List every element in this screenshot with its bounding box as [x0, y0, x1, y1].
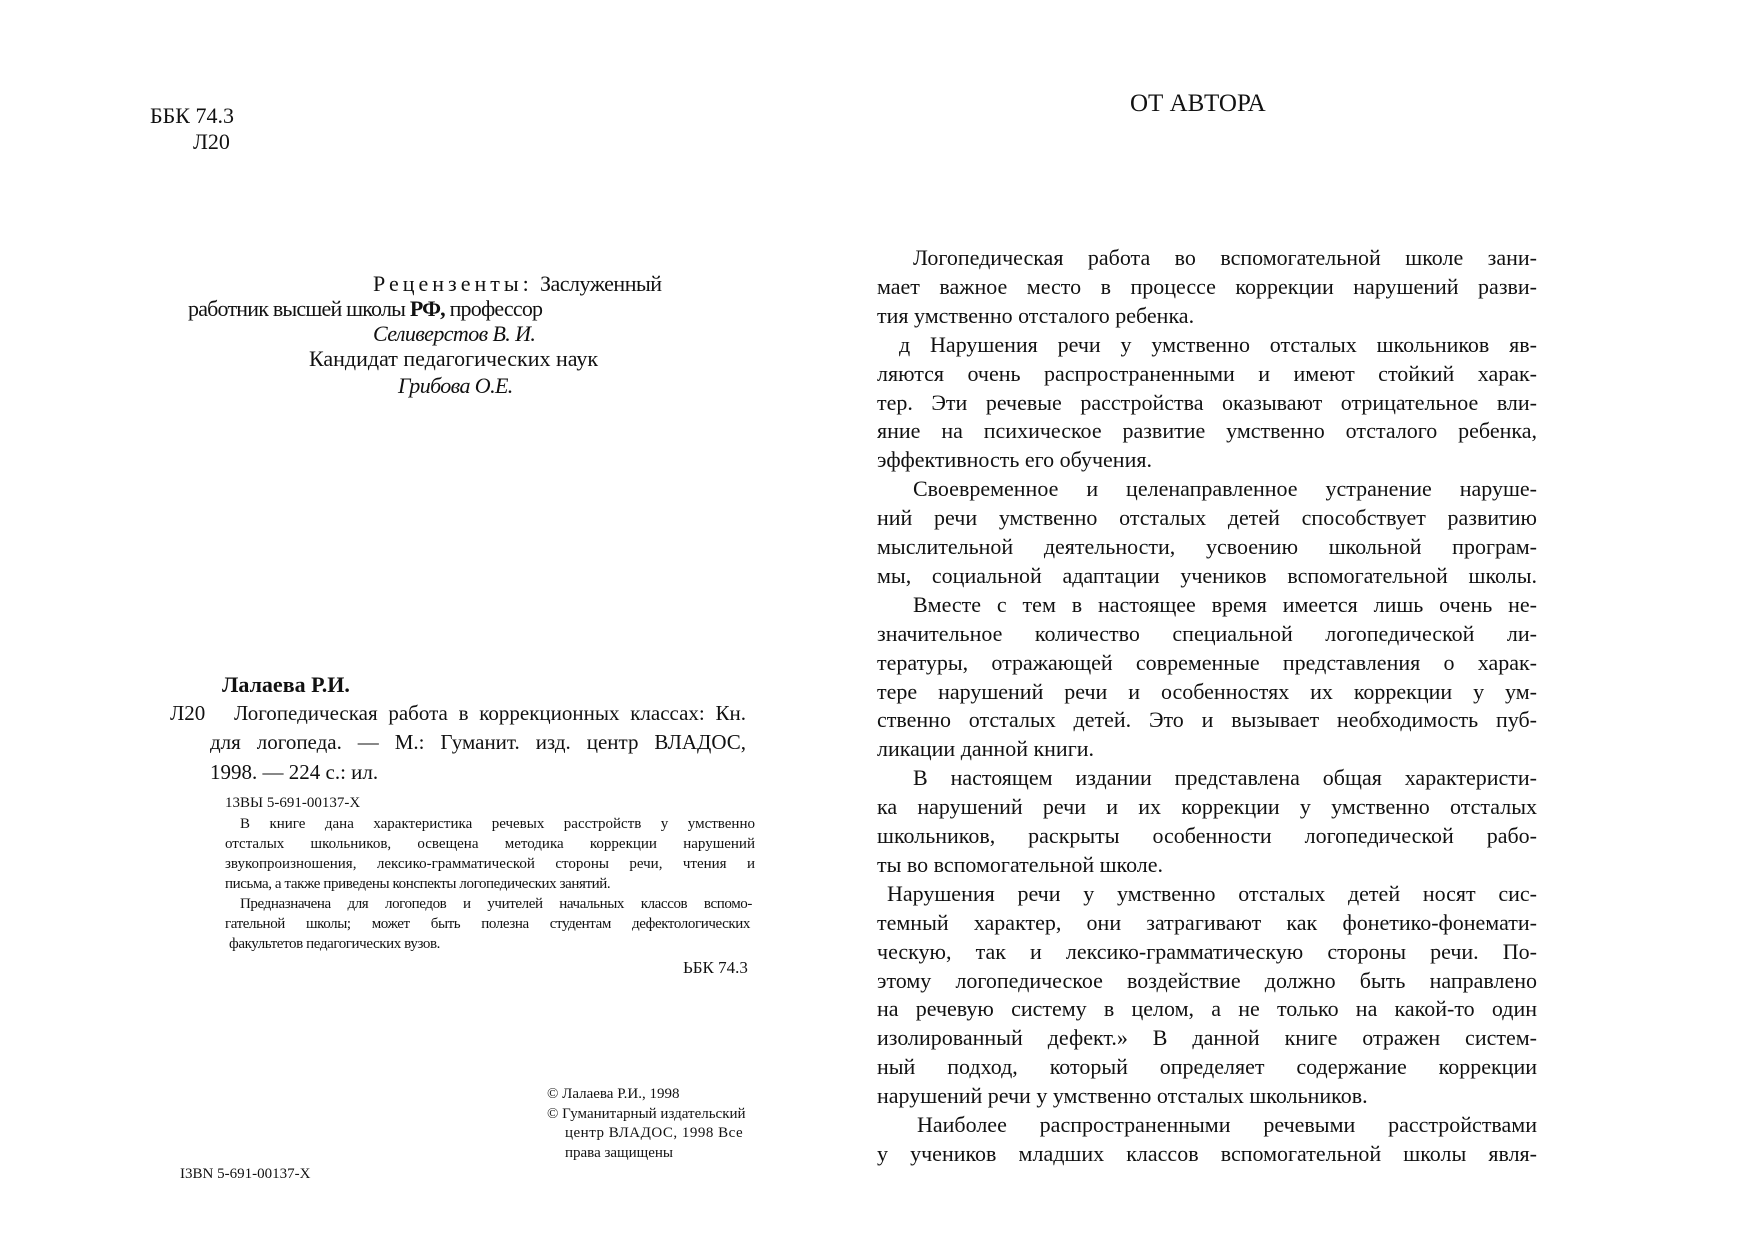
body-line: Вместе с тем в настоящее время имеется лишь очень не-: [913, 591, 1537, 617]
isbn-bottom: I3BN 5-691-00137-X: [180, 1166, 311, 1182]
body-line: значительное количество специальной логопедической ли-: [877, 620, 1537, 646]
body-line: нарушений речи у умственно отсталых школьников.: [877, 1083, 1368, 1109]
reviewer1-rank: профессор: [444, 296, 543, 321]
body-line: тер. Эти речевые расстройства оказывают отрицательное вли-: [877, 389, 1537, 415]
section-title: ОТ АВТОРА: [1130, 90, 1266, 117]
copyright-line: центр ВЛАДОС, 1998 Все: [565, 1125, 744, 1141]
reviewer1-line1: Заслуженный: [540, 271, 662, 296]
body-line: тия умственно отсталого ребенка.: [877, 302, 1195, 328]
isbn-inline: 13ВЫ 5-691-00137-Х: [225, 795, 361, 811]
body-line: этому логопедическое воздействие должно быть направлено: [877, 967, 1537, 993]
body-line: темный характер, они затрагивают как фонетико-фонемати-: [877, 909, 1537, 935]
body-line: ний речи умственно отсталых детей способствует развитию: [877, 505, 1537, 531]
body-line: на речевую систему в целом, а не только на какой-то один: [877, 996, 1537, 1022]
abstract-line: факультетов педагогических вузов.: [229, 936, 441, 952]
abstract-line: гательной школы; может быть полезна студентам дефектологических: [225, 916, 750, 932]
body-line: ляются очень распространенными и имеют стойкий харак-: [877, 360, 1537, 386]
body-line: мыслительной деятельности, усвоению школьной програм-: [877, 534, 1537, 559]
abstract-line: В книге дана характеристика речевых расстройств у умственно: [240, 816, 755, 832]
body-line: школьников, раскрыты особенности логопедической рабо-: [877, 823, 1537, 848]
body-line: д Нарушения речи у умственно отсталых школьников яв-: [899, 331, 1537, 357]
abstract-line: Предназначена для логопедов и учителей начальных классов вспомо-: [240, 896, 752, 912]
body-line: мы, социальной адаптации учеников вспомогательной школы.: [877, 562, 1537, 588]
copyright-line: © Лалаева Р.И., 1998: [547, 1086, 680, 1102]
reviewer2-name: Грибова О.Е.: [398, 373, 513, 398]
catalog-author: Лалаева Р.И.: [222, 672, 350, 697]
body-line: В настоящем издании представлена общая характеристи-: [913, 765, 1537, 791]
reviewer1-position: работник высшей школы: [188, 296, 410, 321]
copyright-line: © Гуманитарный издательский: [547, 1106, 746, 1122]
body-line: Логопедическая работа во вспомогательной школе зани-: [913, 245, 1537, 270]
body-line: Своевременное и целенаправленное устранение наруше-: [913, 476, 1537, 502]
body-line: ческую, так и лексико-грамматическую стороны речи. По-: [877, 938, 1537, 964]
body-line: ственно отсталых детей. Это и вызывает необходимость пуб-: [877, 707, 1537, 733]
bbk-code: ББК 74.3: [150, 103, 234, 128]
body-line: Нарушения речи у умственно отсталых детей носят сис-: [887, 880, 1537, 906]
body-line: ный подход, который определяет содержание коррекции: [877, 1054, 1537, 1080]
biblio-line: для логопеда. — М.: Гуманит. изд. центр ВЛАДОС,: [210, 730, 746, 754]
bbk-footer: ЬБК 74.3: [683, 958, 748, 977]
body-line: у учеников младших классов вспомогательной школы явля-: [877, 1140, 1537, 1166]
biblio-line: 1998. — 224 с.: ил.: [210, 760, 379, 784]
body-line: изолированный дефект.» В данной книге отражен систем-: [877, 1025, 1537, 1051]
reviewer1-line2: [188, 296, 542, 322]
abstract-line: отсталых школьников, освещена методика коррекции нарушений: [225, 836, 755, 852]
body-line: ты во вспомогательной школе.: [877, 851, 1164, 877]
biblio-line: Логопедическая работа в коррекционных классах: Кн.: [234, 701, 746, 725]
body-line: тере нарушений речи и особенностях их коррекции у ум-: [877, 678, 1537, 704]
abstract-line: письма, а также приведены конспекты логопедических занятий.: [225, 876, 611, 892]
reviewer2-title: Кандидат педагогических наук: [309, 346, 599, 371]
reviewers-label: Рецензенты:: [373, 271, 533, 296]
body-line: ликации данной книги.: [877, 736, 1095, 762]
catalog-code: Л20: [170, 701, 206, 725]
body-line: тературы, отражающей современные представления о харак-: [877, 649, 1537, 675]
abstract-line: звукопроизношения, лексико-грамматической стороны речи, чтения и: [225, 856, 755, 872]
body-line: эффективность его обучения.: [877, 447, 1152, 473]
body-line: яние на психическое развитие умственно отсталого ребенка,: [877, 418, 1537, 444]
body-line: мает важное место в процессе коррекции нарушений разви-: [877, 273, 1537, 299]
reviewer1-country: РФ,: [409, 296, 445, 321]
author-mark: Л20: [193, 129, 230, 154]
reviewer1-name: Селиверстов В. И.: [373, 321, 536, 346]
body-line: ка нарушений речи и их коррекции у умственно отсталых: [877, 794, 1537, 820]
copyright-line: права защищены: [565, 1145, 673, 1161]
body-line: Наиболее распространенными речевыми расстройствами: [917, 1112, 1537, 1137]
